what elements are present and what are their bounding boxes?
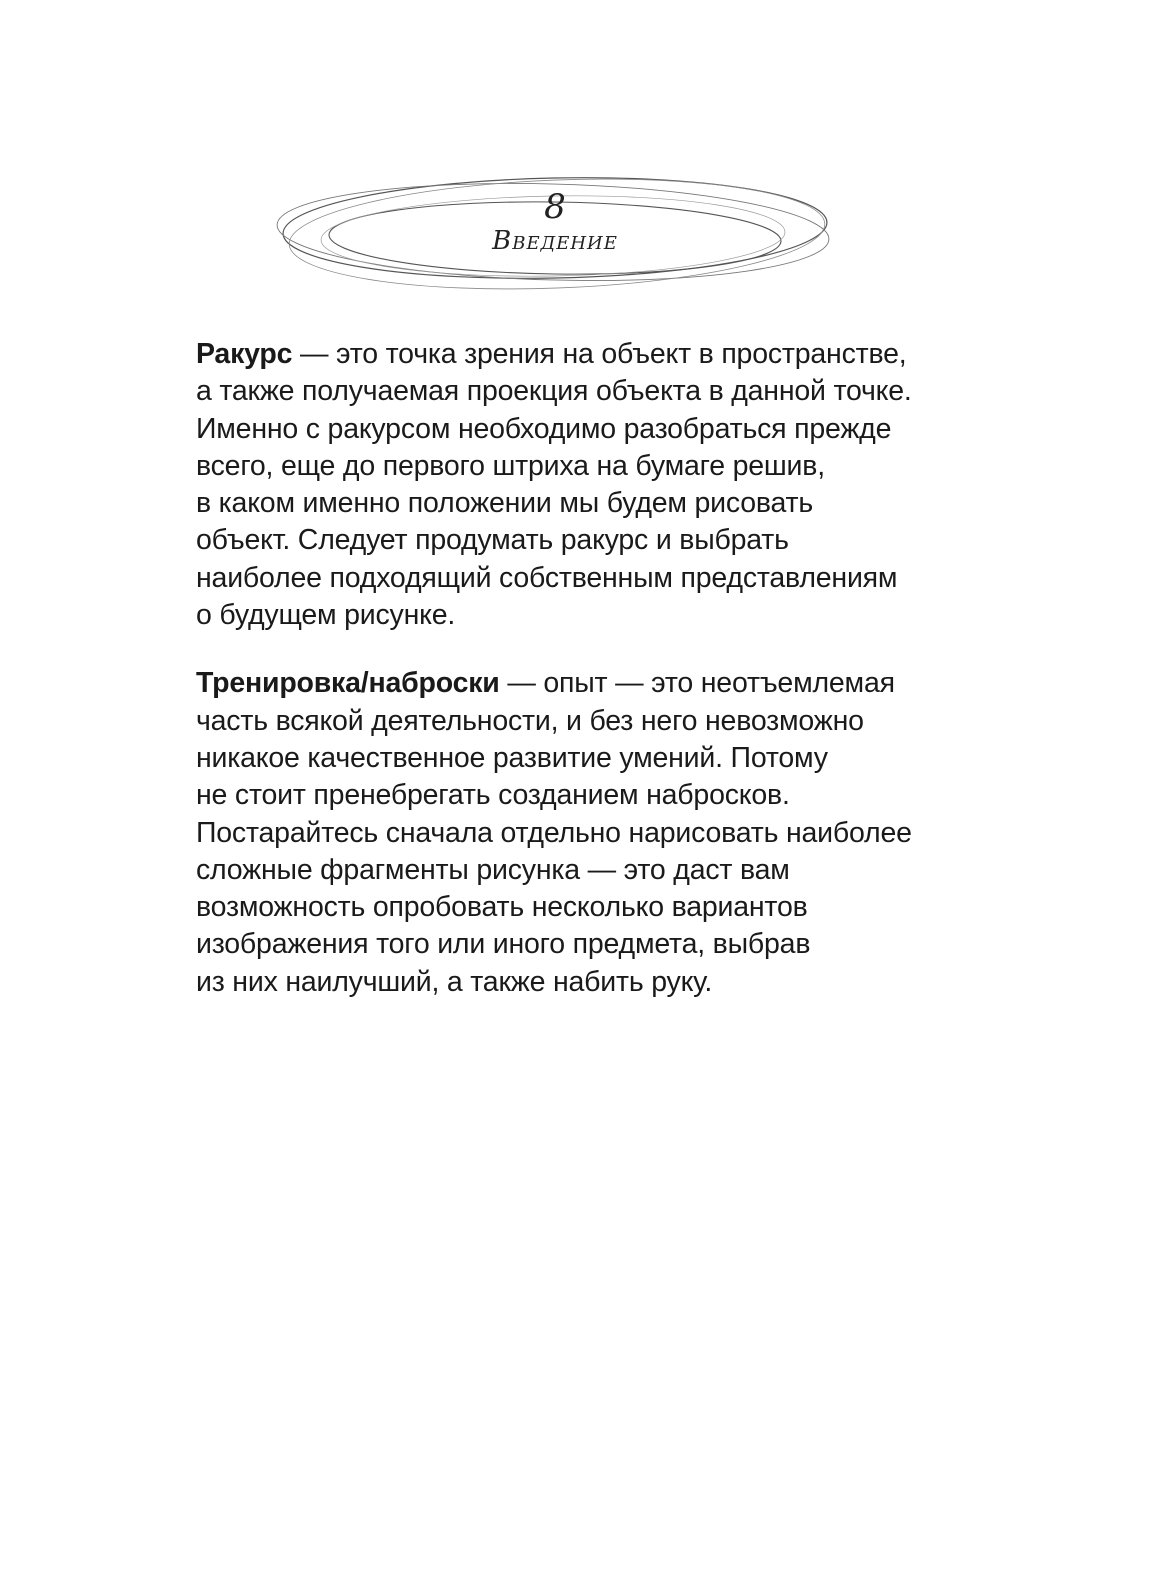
paragraph-line: возможность опробовать несколько вариантов bbox=[196, 891, 808, 924]
paragraph-line: наиболее подходящий собственным представлениям bbox=[196, 561, 898, 594]
term-foreshortening: Ракурс bbox=[196, 338, 293, 370]
term-training: Тренировка/наброски bbox=[196, 667, 500, 700]
paragraph-line: а также получаемая проекция объекта в данной точке. bbox=[196, 375, 912, 408]
paragraph-line: всего, еще до первого штриха на бумаге решив, bbox=[196, 449, 825, 482]
paragraph-foreshortening bbox=[196, 336, 956, 634]
page-number: 8 bbox=[544, 187, 566, 227]
paragraph-line bbox=[196, 665, 956, 702]
chapter-title: Введение bbox=[492, 226, 618, 256]
body-text bbox=[196, 336, 956, 1032]
paragraph-line: сложные фрагменты рисунка — это даст вам bbox=[196, 853, 790, 886]
paragraph-line-rest: — это точка зрения на объект в пространстве, bbox=[292, 338, 907, 370]
page-header bbox=[270, 168, 840, 298]
paragraph-line bbox=[196, 336, 956, 373]
paragraph-line: никакое качественное развитие умений. Потому bbox=[196, 741, 828, 774]
paragraph-line: объект. Следует продумать ракурс и выбрать bbox=[196, 524, 789, 557]
paragraph-line: не стоит пренебрегать созданием набросков. bbox=[196, 779, 790, 812]
paragraph-training bbox=[196, 665, 956, 1001]
paragraph-line: изображения того или иного предмета, выбрав bbox=[196, 928, 811, 961]
paragraph-line: о будущем рисунке. bbox=[196, 599, 456, 632]
paragraph-line: Именно с ракурсом необходимо разобраться прежде bbox=[196, 412, 892, 445]
paragraph-line: часть всякой деятельности, и без него невозможно bbox=[196, 704, 864, 737]
paragraph-line: в каком именно положении мы будем рисовать bbox=[196, 487, 814, 520]
paragraph-line-rest: — опыт — это неотъемлемая bbox=[499, 667, 895, 700]
paragraph-line: из них наилучший, а также набить руку. bbox=[196, 965, 713, 998]
paragraph-line: Постарайтесь сначала отдельно нарисовать наиболее bbox=[196, 816, 912, 849]
